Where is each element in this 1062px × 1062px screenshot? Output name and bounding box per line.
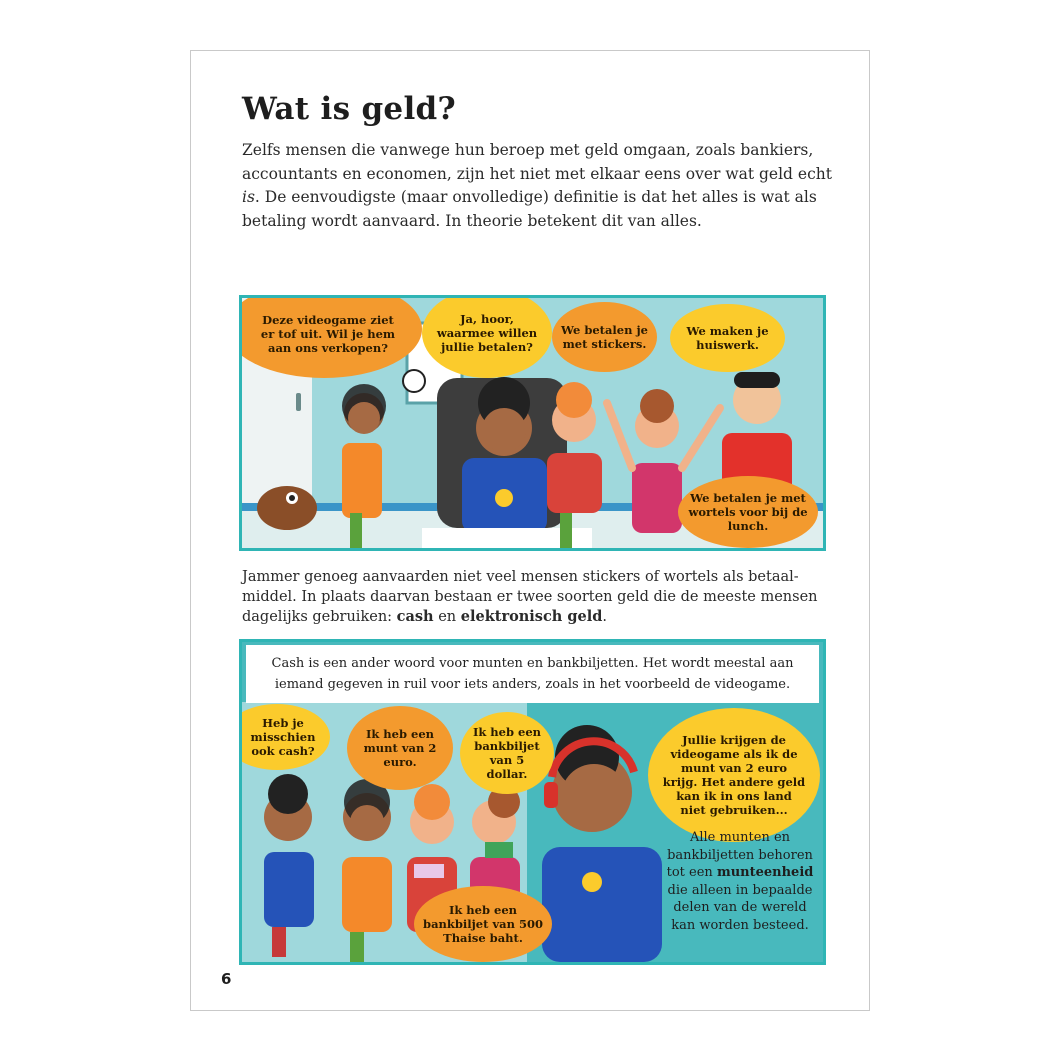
boy-stickers-figure	[547, 453, 602, 513]
boy-left-figure	[264, 852, 314, 927]
book-page	[190, 50, 870, 1011]
page-number: 6	[221, 970, 232, 988]
girl-figure	[342, 443, 382, 518]
intro-emphasis: is	[242, 188, 255, 206]
speech-bubble-5: We betalen je met wortels voor bij de lunch.	[678, 476, 818, 548]
pacman-icon	[582, 872, 602, 892]
body-paragraph-2: Jammer genoeg aanvaarden niet veel mensen stickers of wortels als betaal-middel. In plaats daarvan bestaan er twee soorten geld die de meeste mensen dagelijks gebruiken: cash en elektronisch geld.	[242, 569, 818, 625]
dog-icon	[257, 486, 317, 530]
intro-text-2: . De eenvoudigste (maar onvolledige) definitie is dat het alles is wat als betaling wordt aanvaard. In theorie betekent dit van alles.	[242, 188, 817, 230]
boy-seller-figure	[542, 847, 662, 962]
comic-panel-cash	[239, 639, 826, 965]
page-title: Wat is geld?	[242, 91, 456, 127]
speech-bubble-4: We maken je huiswerk.	[670, 304, 785, 372]
soccer-ball-icon	[403, 370, 425, 392]
currency-note: Alle munten en bankbiljetten behoren tot een munteenheid die alleen in bepaalde delen van de wereld kan worden besteed.	[666, 830, 814, 933]
banknote-icon	[414, 864, 444, 878]
speech-bubble-2: Ja, hoor, waarmee willen jullie betalen?	[422, 295, 552, 378]
speech-bubble-3: We betalen je met stickers.	[552, 302, 657, 372]
dollar-note-icon	[485, 842, 513, 858]
girl-arms-up-figure	[632, 463, 682, 533]
pacman-icon	[495, 489, 513, 507]
speech-bubble-8: Ik heb een bankbiljet van 5 dollar.	[460, 712, 554, 794]
speech-bubble-6: Heb je misschien ook cash?	[239, 704, 330, 770]
cash-caption: Cash is een ander woord voor munten en bankbiljetten. Het wordt meestal aan iemand gegeven in ruil voor iets anders, zoals in het voorbeeld de videogame.	[246, 645, 819, 703]
speech-bubble-9: Jullie krijgen de videogame als ik de munt van 2 euro krijg. Het andere geld kan ik in ons land niet gebruiken...	[648, 708, 820, 842]
intro-paragraph	[242, 139, 832, 233]
speech-bubble-1: Deze videogame ziet er tof uit. Wil je hem aan ons verkopen?	[239, 295, 422, 378]
girl-coin-figure	[342, 857, 392, 932]
comic-panel-videogame-offer	[239, 295, 826, 551]
intro-text-1: Zelfs mensen die vanwege hun beroep met geld omgaan, zoals bankiers, accountants en economen, zijn het niet met elkaar eens over wat geld echt	[242, 141, 832, 183]
term-elektronisch-geld: elektronisch geld	[460, 608, 603, 625]
speech-bubble-7: Ik heb een munt van 2 euro.	[347, 706, 453, 790]
term-cash: cash	[396, 608, 434, 625]
term-munteenheid: munteenheid	[716, 865, 814, 880]
speech-bubble-10: Ik heb een bankbiljet van 500 Thaise baht.	[414, 886, 552, 962]
